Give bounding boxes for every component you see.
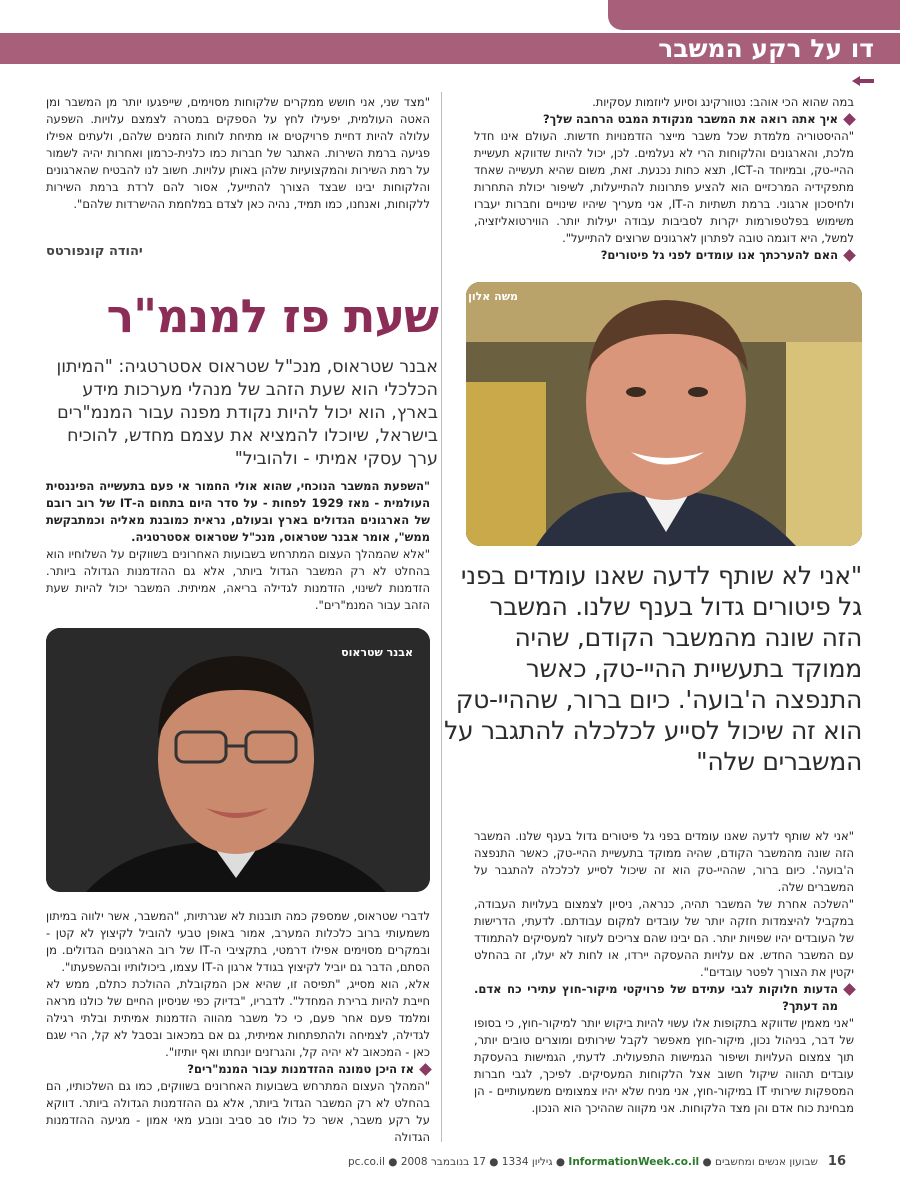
question: הדעות חלוקות לגבי עתידם של פרויקטי מיקור-חוץ עתירי כח אדם. מה דעתך? xyxy=(474,981,854,1015)
answer-paragraph: "אני לא שותף לדעה שאנו עומדים בפני גל פיטורים גדול בענף שלנו. המשבר הזה שונה מהמשבר הקודם, שהיה ממוקד בתעשיית ההיי-טק, כאשר התנפצה ה'בועה'. כיום ברור, שההיי-טק הוא זה שיכול לסייע לכלכלה להתגבר על המשברים שלה. xyxy=(474,829,854,894)
photo-caption: אבנר שטראוס xyxy=(341,646,413,659)
photo-caption: משה אלון xyxy=(468,290,518,303)
left-column-intro xyxy=(46,478,430,614)
diamond-bullet-icon xyxy=(843,983,856,996)
answer-paragraph: "אני מאמין שדווקא בתקופות אלו עשוי להיות ביקוש יותר למיקור-חוץ, כי בסופו של דבר, בניהול נכון, מיקור-חוץ מאפשר לקבל שירותים ומוצרים טובים יותר, תוך צמצום העלויות ושיפור הגמישות התפעולית. לדעתי, הגמישות בהעסקת עובדים תהווה שיקול חשוב אצל הלקוחות המעסיקים. לפיכך, לגבי חברות המספקות שירותי IT במיקור-חוץ, אני מניח שלא יהיו צמצומים משמעותיים - הן מבחינת כוח אדם והן מצד הלקוחות. אני מקווה שההיכך הוא הנכון. xyxy=(474,1016,854,1115)
page-number: 16 xyxy=(827,1154,846,1169)
pull-quote: "אני לא שותף לדעה שאנו עומדים בפני גל פיטורים גדול בענף שלנו. המשבר הזה שונה מהמשבר הקודם, שהיה ממוקד בתעשיית ההיי-טק, כאשר התנפצה ה'בועה'. כיום ברור, שההיי-טק הוא זה שיכול לסייע לכלכלה להתגבר על המשברים שלה" xyxy=(444,561,862,776)
right-column-top xyxy=(474,94,854,264)
question: האם להערכתך אנו עומדים לפני גל פיטורים? xyxy=(474,247,854,264)
diamond-bullet-icon xyxy=(419,1063,432,1076)
intro-line: במה שהוא הכי אוהב: נטוורקינג וסיוע ליוזמות עסקיות. xyxy=(592,95,854,109)
arrow-left-icon xyxy=(850,74,876,88)
issue-number: גיליון 1334 xyxy=(501,1156,553,1168)
quote-paragraph: "מצד שני, אני חושש ממקרים שלקוחות מסוימים, שייפגעו יותר מן המשבר ומן האטה העולמית, יפעילו לחץ על הספקים במטרה לצמצם עלויות. השפעה עלולה להיות דחיית פרויקטים או מתיחת לוחות הזמנים שלהם, ולעתים אפילו פגיעה ברמת השירות. האתגר של חברות כמו כלנית-כרמון ואחרות יהיה לשמור על רמת השירות והמקצועיות שלהן באותן עלויות. חשוב לנו להבטיח שהארגונים והלקוחות יבינו שבצד הצורך להתייעל, אסור להם לרדת ברמת השירות ללקוחות, ואנחנו, כמו תמיד, נהיה כאן לצדם במלחמת ההישרדות שלהם". xyxy=(46,95,430,211)
site-link[interactable]: InformationWeek.co.il xyxy=(568,1156,700,1168)
body-paragraph: "המהלך העצום המתרחש בשבועות האחרונים בשווקים, כמו גם השלכותיו, הם בהחלט לא רק המשבר הגדול ביותר, אלא גם ההזדמנות הגדולה ביותר. דווקא על רקע משבר, אשר כל כולו סב סביב ונובע מאי אמון - מגיעה ההזדמנות הגדולה xyxy=(46,1079,430,1144)
question: אז היכן טמונה ההזדמנות עבור המנמ"רים? xyxy=(46,1061,430,1078)
portrait-image xyxy=(46,628,430,892)
left-column-top xyxy=(46,94,430,213)
portrait-photo-avner-strauss xyxy=(46,628,430,892)
header-tab xyxy=(608,0,900,30)
pc-link[interactable]: pc.co.il xyxy=(348,1156,385,1168)
author-name: יהודה קונפורטס xyxy=(46,244,143,259)
answer-paragraph: "ההיסטוריה מלמדת שכל משבר מייצר הזדמנויות חדשות. העולם אינו חדל מלכת, והארגונים והלקוחות הרי לא נעלמים. לכן, יכול להיות שדווקא תעשיית ההיי-טק, ובמיוחד ה-ICT, תצא כחות נכנעת. זאת, משום שהיא תעשייה שאחד מתפקידיה המרכזיים הוא להציע פתרונות להתייעלות, לשיפור יכולת התחרות ולחיסכון ארגוני. ברמת תשתיות ה-IT, אני מעריך שיהיו שינויים וחברות יעברו משימוש בפלטפורמות יקרות לסביבות עבודה יעילות יותר. הווירטואליזציה, למשל, היא דוגמה טובה לפתרון לארגונים שרוצים להתייעל". xyxy=(474,129,855,245)
article-lead: אבנר שטראוס, מנכ"ל שטראוס אסטרטגיה: "המיתון הכלכלי הוא שעת הזהב של מנהלי מערכות מידע בארץ, הוא יכול להיות נקודת מפנה עבור המנמ"רים בישראל, שיוכלו להמציא את עצמם מחדש, להוכיח ערך עסקי אמיתי - ולהוביל" xyxy=(56,357,438,469)
publication-name: שבועון אנשים ומחשבים xyxy=(715,1156,818,1168)
intro-bold-paragraph: "השפעת המשבר הנוכחי, שהוא אולי החמור אי פעם בתעשייה הפיננסית העולמית - מאז 1929 לפחות - על סדר היום בתחום ה-IT של רוב רובם של הארגונים הגדולים בארץ ובעולם, נראית כמובנת מאליה וכמתבקשת ממש", אומר אבנר שטראוס, מנכ"ל שטראוס אסטרטגיה. xyxy=(46,479,430,544)
section-title: דו על רקע המשבר xyxy=(658,34,874,63)
column-divider xyxy=(441,92,442,1142)
right-column-bottom xyxy=(474,828,854,1117)
answer-paragraph: "השלכה אחרת של המשבר תהיה, כנראה, ניסיון לצמצום בעלויות העבודה, במקביל להיצמדות חזקה יותר של עובדים למקום עבודתם. לדעתי, הדרישות של העובדים יהיו שפויות יותר. הם יבינו שהם צריכים לעזור למעסיקים להתמודד עם המשבר החדש. אם עלויות ההעסקה יירדו, או לחות לא יעלו, זה בהחלט יקטין את הצורך לפטר עובדים". xyxy=(474,897,854,979)
issue-date: 17 בנובמבר 2008 xyxy=(400,1156,486,1168)
portrait-image xyxy=(466,282,862,546)
body-paragraph: לדברי שטראוס, שמספק כמה תובנות לא שגרתיות, "המשבר, אשר ילווה במיתון משמעותי ברוב כלכלות המערב, אמור באופן טבעי להוביל לקיצוץ לא קטן - ובמקרים מסוימים אפילו דרמטי, בתקציבי ה-IT של רוב הארגונים הגדולים. מן הסתם, הדבר גם יוביל לקיצוץ בגודל ארגון ה-IT עצמו, ביכולותיו ובהשפעתו". xyxy=(46,909,431,974)
question: איך אתה רואה את המשבר מנקודת המבט הרחבה שלך? xyxy=(474,111,854,128)
left-column-bottom xyxy=(46,908,430,1146)
page-footer xyxy=(0,1150,900,1174)
article-headline: שעת פז למנמ"ר xyxy=(106,289,438,343)
diamond-bullet-icon xyxy=(843,113,856,126)
body-paragraph: "אלא שהמהלך העצום המתרחש בשבועות האחרונים בשווקים על השלוחיו הוא בהחלט לא רק המשבר הגדול ביותר, אלא גם ההזדמנות הגדולה ביותר. הזדמנות לשינוי, הזדמנות לגדילה בריאה, אמיתית. המשבר יכול להיות שעת הזהב עבור המנמ"רים". xyxy=(46,547,430,612)
footer-info: שבועון אנשים ומחשבים ● InformationWeek.co.il ● גיליון 1334 ● 17 בנובמבר 2008 ● pc.co.il xyxy=(348,1156,818,1168)
portrait-photo-moshe-alon xyxy=(466,282,862,546)
diamond-bullet-icon xyxy=(843,249,856,262)
body-paragraph: אלא, הוא מסייג, "תפיסה זו, שהיא אכן המקובלת, ההולכת כתלם, ממש לא חייבת להיות ברירת המחדל". לדבריו, "בדיוק כפי שניסיון החיים של כולנו מראה ומלמד פעם אחר פעם, כי כל משבר מהווה הזדמנות אמיתית ובלתי רגילה לגדילה, לצמיחה ולהתפתחות אמיתית, גם אם במכאוב ובסבל לא קל, הרי שגם כאן - המכאוב לא יהיה קל, והגרזנים יונחתו ואף יותיזו". xyxy=(46,977,430,1059)
